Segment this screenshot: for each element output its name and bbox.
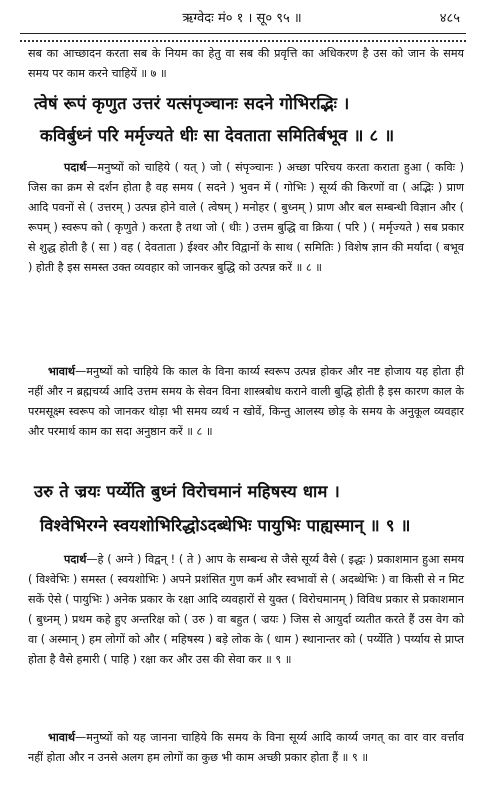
- verse-9-line-2: विश्वेभिरग्ने स्वयशोभिरिद्धोऽदब्धेभिः पायुभिः पाह्यस्मान् ॥ ९ ॥: [40, 516, 411, 535]
- padartha-8-label: पदार्थ: [64, 161, 87, 174]
- padartha-9-label: पदार्थ: [64, 553, 87, 566]
- header-rule: [20, 33, 466, 42]
- running-title: ऋग्वेदः मं० १ । सू० ९५ ॥: [182, 11, 302, 26]
- padartha-8-text: —मनुष्यों को चाहिये ( यत् ) जो ( संपृञ्चानः ) अच्छा परिचय करता कराता हुआ ( कविः ) जिस का क्रम से दर्शन होता है वह समय ( सदने ) भुवन में ( गोभिः ) सूर्य्य की किरणों वा ( अद्भिः ) प्राण आदि पवनों से ( उत्तरम् ) उत्पन्न होने वाले ( त्वेषम् ) मनोहर ( बुध्नम् ) प्राण और बल सम्बन्धी विज्ञान और ( रूपम् ) स्वरूप को ( कृणुते ) करता है तथा जो ( धीः ) उत्तम बुद्धि वा क्रिया ( परि ) ( मर्मृज्यते ) सब प्रकार से शुद्ध होती है ( सा ) वह ( देवताता ) ईश्वर और विद्वानों के साथ ( समितिः ) विशेष ज्ञान की मर्यादा ( बभूव ) होती है इस समस्त उक्त व्यवहार को जानकर बुद्धि को उत्पन्न करें ॥ ८ ॥: [28, 161, 464, 274]
- prev-paragraph-text: सब का आच्छादन करता सब के नियम का हेतु वा सब की प्रवृत्ति का अधिकरण है उस को जान के समय समय पर काम करने चाहियें ॥ ७ ॥: [28, 47, 464, 80]
- page-number: ४८५: [439, 11, 460, 26]
- bhavartha-8: [28, 362, 464, 442]
- verse-9-line-1: उरु ते ज्रयः पर्य्येति बुध्नं विरोचमानं महिषस्य धाम ।: [34, 482, 340, 501]
- page-header: [20, 8, 464, 30]
- prev-paragraph: [28, 44, 464, 84]
- padartha-8: [28, 158, 464, 278]
- bhavartha-9-text: —मनुष्यों को यह जानना चाहिये कि समय के विना सूर्य्य आदि कार्य्य जगत् का वार वार वर्त्ताव नहीं होता और न उनसे अलग हम लोगों का कुछ भी काम अच्छी प्रकार होता हैं ॥ ९ ॥: [28, 731, 464, 764]
- bhavartha-9: [28, 728, 464, 768]
- bhavartha-9-label: भावार्थ: [48, 731, 76, 744]
- padartha-9-text: —हे ( अग्ने ) विद्वन् ! ( ते ) आप के सम्बन्ध से जैसे सूर्य्य वैसे ( इद्धः ) प्रकाशमान हुआ समय ( विश्वेभिः ) समस्त ( स्वयशोभिः ) अपने प्रशंसित गुण कर्म और स्वभावों से ( अदब्धेभिः ) वा किसी से न मिट सकें ऐसे ( पायुभिः ) अनेक प्रकार के रक्षा आदि व्यवहारों से युक्त ( विरोचमानम् ) विविध प्रकार से प्रकाशमान ( बुध्नम् ) प्रथम कहे हुए अन्तरिक्ष को ( उरु ) वा बहुत ( ज्रयः ) जिस से आयुर्दा व्यतीत करते हैं उस वेग को वा ( अस्मान् ) हम लोगों को और ( महिषस्य ) बड़े लोक के ( धाम ) स्थानान्तर को ( पर्य्येति ) पर्य्याय से प्राप्त होता है वैसे हमारी ( पाहि ) रक्षा कर और उस की सेवा कर ॥ ९ ॥: [28, 553, 464, 666]
- bhavartha-8-label: भावार्थ: [48, 365, 76, 378]
- bhavartha-8-text: —मनुष्यों को चाहिये कि काल के विना कार्य्य स्वरूप उत्पन्न होकर और नष्ट होजाय यह होता ही नहीं और न ब्रह्मचर्य्य आदि उत्तम समय के सेवन विना शास्त्रबोध कराने वाली बुद्धि होती है इस कारण काल के परमसूक्ष्म स्वरूप को जानकर थोड़ा भी समय व्यर्थ न खोवें, किन्तु आलस्य छोड़ के समय के अनुकूल व्यवहार और परमार्थ काम का सदा अनुष्ठान करें ॥ ८ ॥: [28, 365, 464, 438]
- padartha-9: [28, 550, 464, 670]
- verse-8-line-2: कविर्बुध्नं परि मर्मृज्यते धीः सा देवताता समितिर्बभूव ॥ ८ ॥: [40, 126, 395, 145]
- verse-8-line-1: त्वेषं रूपं कृणुत उत्तरं यत्संपृञ्चानः सदने गोभिरद्भिः ।: [34, 94, 350, 113]
